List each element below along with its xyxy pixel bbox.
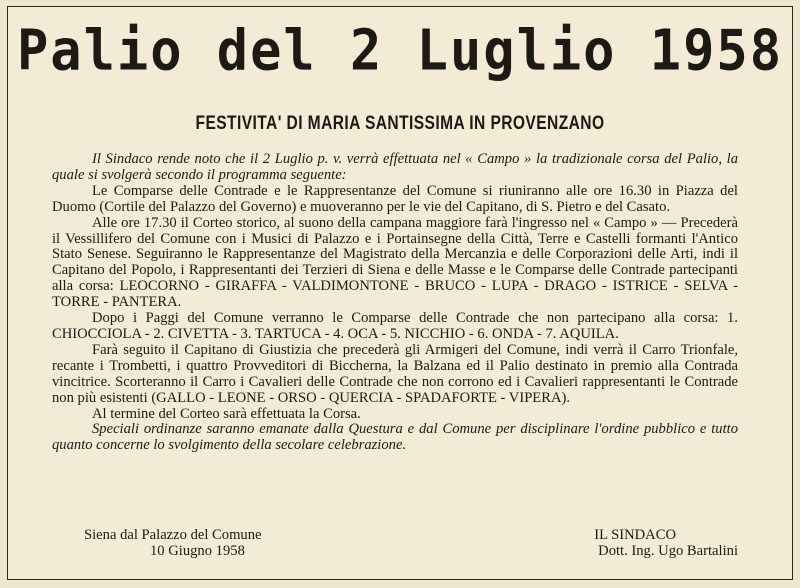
poster-subtitle: FESTIVITA' DI MARIA SANTISSIMA IN PROVENZANO xyxy=(195,113,605,134)
signature-name: Dott. Ing. Ugo Bartalini xyxy=(598,542,738,559)
signature-date: 10 Giugno 1958 xyxy=(150,542,245,559)
poster-title: Palio del 2 Luglio 1958 xyxy=(16,18,784,84)
notice-body xyxy=(52,152,738,454)
carro-paragraph: Farà seguito il Capitano di Giustizia che precederà gli Armigeri del Comune, indi verrà il Carro Trionfale, recante i Trombetti, i quattro Provveditori di Biccherna, la Balzana ed il Palio destinato in premio alla Contrada vincitrice. Scorteranno il Carro i Cavalieri delle Contrade che non corrono ed i Cavalieri rappresentanti le Contrade non più esistenti (GALLO - LEONE - ORSO - QUERCIA - SPADAFORTE - VIPERA). xyxy=(52,341,738,406)
signature-block xyxy=(52,528,738,560)
assembly-paragraph: Le Comparse delle Contrade e le Rappresentanze del Comune si riuniranno alle ore 16.30 in Piazza del Duomo (Cortile del Palazzo del Governo) e muoveranno per le vie del Capitano, di S. Pietro e del Casato. xyxy=(52,182,738,215)
intro-paragraph: Il Sindaco rende noto che il 2 Luglio p. v. verrà effettuata nel « Campo » la tradizionale corsa del Palio, la quale si svolgerà secondo il programma seguente: xyxy=(52,151,738,183)
race-paragraph: Al termine del Corteo sarà effettuata la Corsa. xyxy=(92,405,361,422)
signature-role: IL SINDACO xyxy=(594,527,676,543)
non-participants-paragraph: Dopo i Paggi del Comune verranno le Comparse delle Contrade che non partecipano alla corsa: 1. CHIOCCIOLA - 2. CIVETTA - 3. TARTUCA - 4. OCA - 5. NICCHIO - 6. ONDA - 7. AQUILA. xyxy=(52,310,738,342)
ordinances-paragraph: Speciali ordinanze saranno emanate dalla Questura e dal Comune per disciplinare l'ordine pubblico e tutto quanto concerne lo svolgimento della secolare celebrazione. xyxy=(52,421,738,454)
signature-place: Siena dal Palazzo del Comune xyxy=(84,527,262,543)
procession-paragraph: Alle ore 17.30 il Corteo storico, al suono della campana maggiore farà l'ingresso nel « Campo » — Precederà il Vessillifero del Comune con i Musici di Palazzo e i Portainsegne della Città, Terre e Castelli formanti l'Antico Stato Senese. Seguiranno le Rappresentanze del Magistrato della Mercanzia e delle Corporazioni delle Arti, indi il Capitano del Popolo, i Rappresentanti dei Terzieri di Siena e delle Masse e le Comparse delle Contrade partecipanti alla corsa: LEOCORNO - GIRAFFA - VALDIMONTONE - BRUCO - LUPA - DRAGO - ISTRICE - SELVA - TORRE - PANTERA. xyxy=(52,214,738,311)
